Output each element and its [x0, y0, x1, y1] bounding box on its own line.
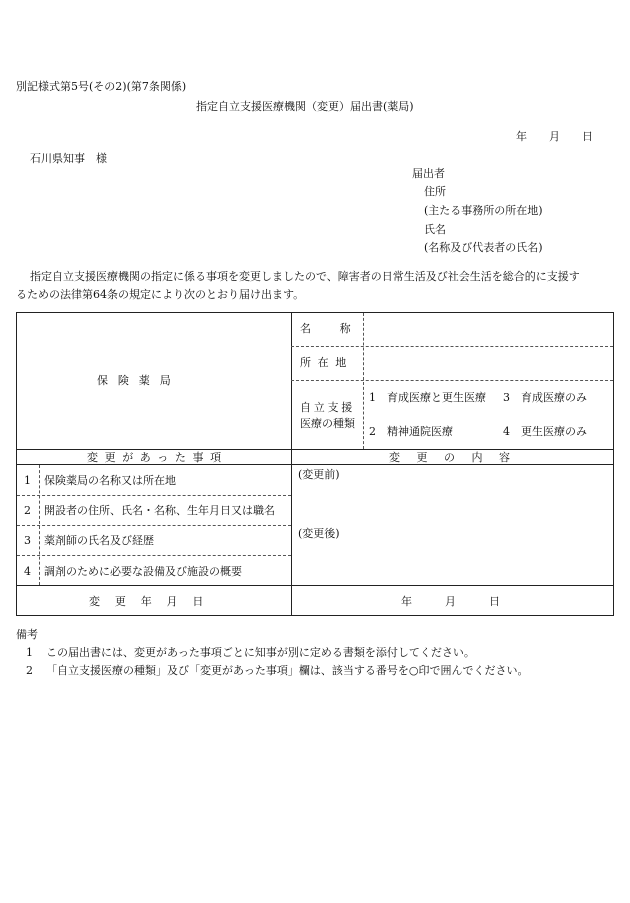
pharmacy-label: 保険薬局: [97, 374, 181, 387]
note-number: 2: [26, 664, 33, 677]
change-item-number: 2: [24, 504, 31, 517]
change-item-number: 1: [24, 474, 31, 487]
intro-line-2: るための法律第64条の規定により次のとおり届け出ます。: [16, 288, 305, 301]
change-item-label: 保険薬局の名称又は所在地: [44, 474, 176, 487]
change-item-label: 調剤のために必要な設備及び施設の概要: [44, 565, 242, 578]
change-date-label: 変更年月日: [89, 595, 219, 608]
medical-type-label-1: 自立支援: [300, 401, 355, 414]
addressee: 石川県知事 様: [30, 152, 107, 165]
change-date-value: 年 月 日: [401, 595, 500, 608]
changed-items-header: 変更があった事項: [87, 451, 228, 464]
medical-type-option: 3 育成医療のみ: [503, 391, 587, 404]
name-field-label: 名称: [300, 322, 380, 335]
form-number: 別記様式第5号(その2)(第7条関係): [16, 80, 187, 93]
change-item-label: 開設者の住所、氏名・名称、生年月日又は職名: [44, 504, 275, 517]
change-item-label: 薬剤師の氏名及び経歴: [44, 534, 154, 547]
after-change-label: (変更後): [298, 527, 340, 540]
name-label: 氏名: [424, 223, 446, 236]
notification-table: [16, 312, 614, 616]
intro-line-1: 指定自立支援医療機関の指定に係る事項を変更しましたので、障害者の日常生活及び社会生活を総合的に支援す: [30, 270, 580, 283]
notes-heading: 備考: [16, 628, 38, 641]
document-title: 指定自立支援医療機関（変更）届出書(薬局): [196, 100, 414, 113]
medical-type-label-2: 医療の種類: [300, 417, 355, 430]
address-note: (主たる事務所の所在地): [424, 204, 543, 217]
name-note: (名称及び代表者の氏名): [424, 241, 543, 254]
change-item-number: 3: [24, 534, 31, 547]
note-text: この届出書には、変更があった事項ごとに知事が別に定める書類を添付してください。: [46, 646, 475, 659]
location-field-label: 所在地: [300, 356, 353, 369]
submission-date: 年 月 日: [516, 130, 593, 143]
medical-type-option: 1 育成医療と更生医療: [369, 391, 486, 404]
change-content-header: 変更の内容: [389, 451, 527, 464]
note-number: 1: [26, 646, 33, 659]
change-item-number: 4: [24, 565, 31, 578]
applicant-label: 届出者: [412, 167, 445, 180]
before-change-label: (変更前): [298, 468, 340, 481]
note-text: 「自立支援医療の種類」及び「変更があった事項」欄は、該当する番号を○印で囲んでください。: [46, 664, 529, 677]
address-label: 住所: [424, 185, 446, 198]
medical-type-option: 4 更生医療のみ: [503, 425, 587, 438]
medical-type-option: 2 精神通院医療: [369, 425, 453, 438]
